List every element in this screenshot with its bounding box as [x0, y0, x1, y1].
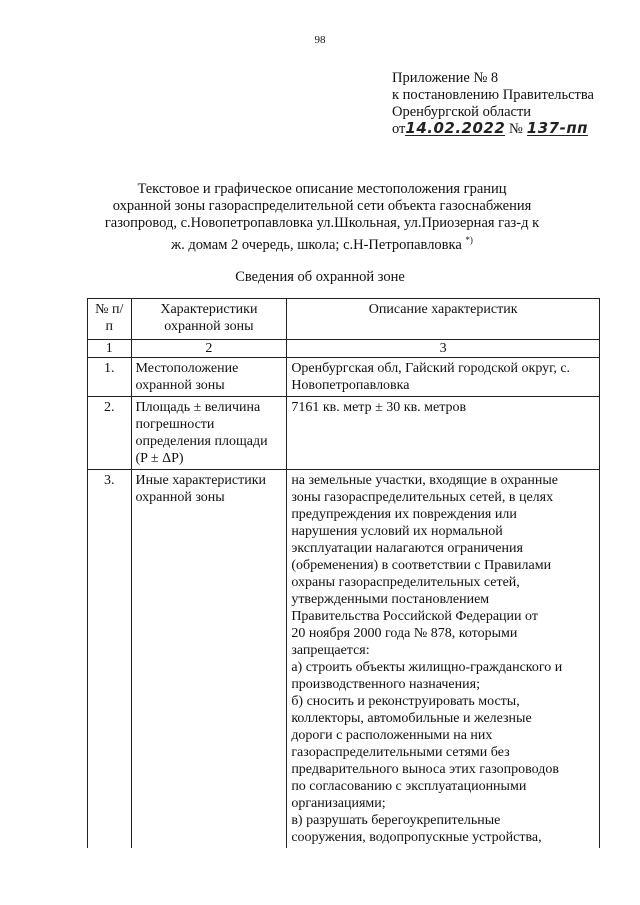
row-characteristic: Площадь ± величина погрешности определения площади (P ± ΔP) [131, 397, 287, 470]
table-row [88, 470, 600, 849]
row-number: 3. [88, 470, 132, 849]
description-line: утвержденными постановлением [291, 592, 490, 607]
description-line: охраны газораспределительных сетей, [291, 575, 520, 590]
description-line: по согласованию с эксплуатационными [291, 779, 527, 794]
document-title [60, 181, 584, 254]
column-number: 1 [88, 340, 132, 358]
appendix-line-2: к постановлению Правительства [392, 87, 594, 103]
description-line: нарушения условий их нормальной [291, 524, 503, 539]
description-line: дороги с расположенными на них [291, 728, 493, 743]
description-line: в) разрушать берегоукрепительные [291, 813, 501, 828]
appendix-block [392, 70, 632, 138]
appendix-date-line [392, 121, 632, 138]
row-description-lines [287, 470, 600, 849]
title-line-4-text: ж. домам 2 очередь, школа; с.Н-Петропавловка [171, 236, 462, 253]
header-characteristics: Характеристики охранной зоны [131, 299, 287, 340]
description-line: зоны газораспределительных сетей, в целях [291, 490, 554, 505]
table-row [88, 397, 600, 470]
title-line-4 [60, 232, 584, 254]
section-subtitle: Сведения об охранной зоне [235, 269, 405, 285]
description-line: на земельные участки, входящие в охранные [291, 473, 559, 488]
title-line-3: газопровод, с.Новопетропавловка ул.Школьная, ул.Приозерная газ-д к [104, 215, 540, 231]
description-line: запрещается: [291, 643, 370, 658]
from-label: от [392, 121, 406, 137]
column-number: 3 [287, 340, 600, 358]
number-label: № [508, 121, 523, 137]
appendix-line-1: Приложение № 8 [392, 70, 499, 86]
description-line: коллекторы, автомобильные и железные [291, 711, 532, 726]
description-line: предварительного выноса этих газопроводов [291, 762, 559, 777]
header-number: № п/п [88, 299, 132, 340]
handwritten-number: 137-пп [526, 119, 589, 137]
row-description: Оренбургская обл, Гайский городской округ, с. Новопетропавловка [287, 358, 600, 397]
description-line: б) сносить и реконструировать мосты, [291, 694, 520, 709]
row-number: 2. [88, 397, 132, 470]
table-row [88, 358, 600, 397]
description-line: Правительства Российской Федерации от [291, 609, 538, 624]
description-line: производственного назначения; [291, 677, 480, 692]
protection-zone-table [87, 298, 600, 848]
description-line: 20 ноября 2000 года № 878, которыми [291, 626, 518, 641]
header-description: Описание характеристик [287, 299, 600, 340]
row-characteristic: Местоположение охранной зоны [131, 358, 287, 397]
column-number: 2 [131, 340, 287, 358]
description-line: предупреждения их повреждения или [291, 507, 517, 522]
footnote-mark: *) [465, 235, 473, 245]
row-characteristic: Иные характеристики охранной зоны [131, 470, 287, 849]
description-line: эксплуатации налагаются ограничения [291, 541, 523, 556]
table-header-row [88, 299, 600, 340]
description-line: сооружения, водопропускные устройства, [291, 830, 542, 845]
title-line-1: Текстовое и графическое описание местоположения границ [137, 181, 507, 197]
description-line: организациями; [291, 796, 386, 811]
row-description: 7161 кв. метр ± 30 кв. метров [287, 397, 600, 470]
appendix-line-3: Оренбургской области [392, 104, 532, 120]
column-number-row [88, 340, 600, 358]
row-number: 1. [88, 358, 132, 397]
page-number: 98 [314, 34, 326, 46]
description-line: газораспределительными сетями без [291, 745, 510, 760]
description-line: а) строить объекты жилищно-гражданского и [291, 660, 563, 675]
handwritten-date: 14.02.2022 [405, 119, 506, 137]
description-line: (обременения) в соответствии с Правилами [291, 558, 552, 573]
title-line-2: охранной зоны газораспределительной сети объекта газоснабжения [112, 198, 532, 214]
